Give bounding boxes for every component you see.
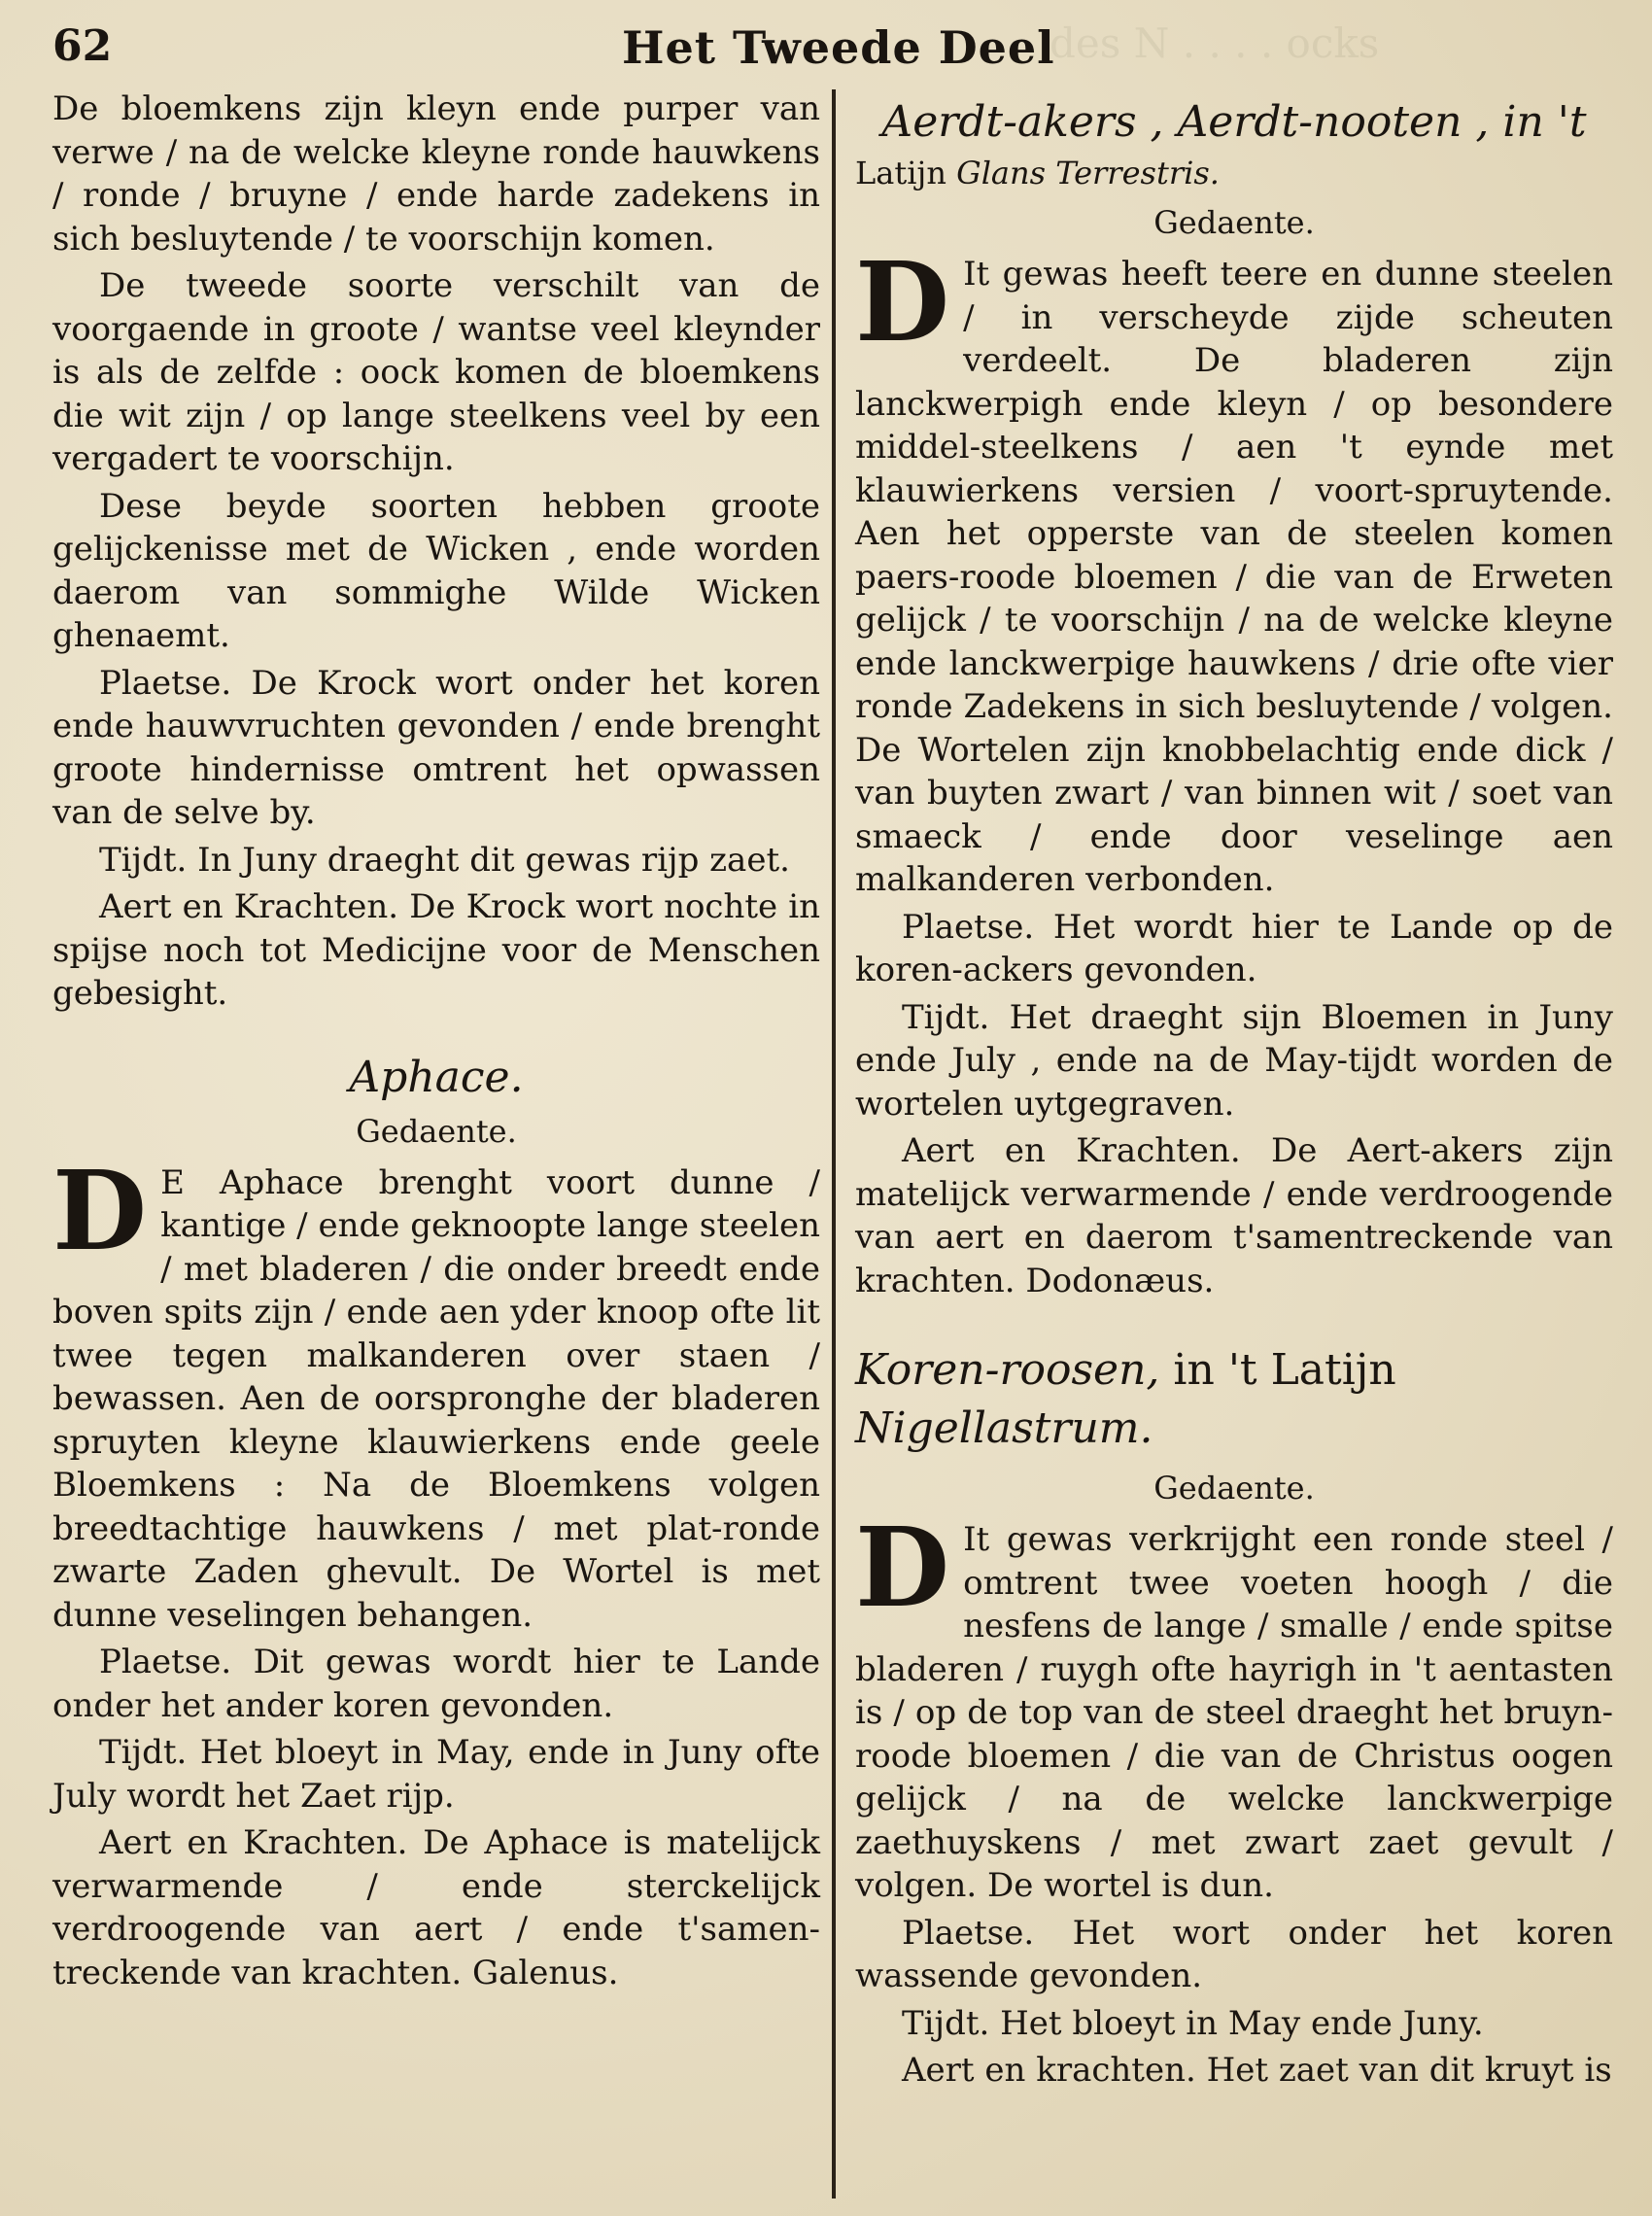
section-heading-aphace: Aphace. (349, 1052, 524, 1102)
subheading-gedaente: Gedaente. (1153, 204, 1315, 241)
paragraph-text: Het wort onder het koren wassende gevonden. (855, 1913, 1614, 1995)
heading-latin-name: Nigellastrum. (855, 1403, 1153, 1453)
subheading-gedaente: Gedaente. (1153, 1470, 1315, 1506)
paragraph (855, 2049, 1613, 2093)
paragraph (855, 906, 1613, 992)
latin-prefix: Latijn (855, 155, 946, 191)
section-label: Tijdt. (99, 840, 188, 880)
paragraph (855, 1129, 1613, 1302)
heading-italic: Koren-roosen, (855, 1345, 1160, 1395)
right-column (855, 87, 1613, 2096)
section-label: Tijdt. (902, 997, 990, 1037)
section-label: Plaetse. (99, 663, 232, 703)
left-column (52, 87, 820, 1998)
paragraph-text: Het bloeyt in May ende Juny. (1000, 2003, 1484, 2043)
section-label: Aert en Krachten. (902, 1131, 1241, 1170)
paragraph-text: E Aphace brenght voort dunne / kantige / ende geknoopte lange steelen / met bladeren / die onder breedt ende boven spits zijn / ende aen yder knoop ofte lit twee tegen malkanderen over staen / bewassen. Aen de oorspronghe der bladeren spruyten kleyne klauwierkens ende geele Bloemkens : Na de Bloemkens volgen breedtachtige hauwkens / met plat-ronde zwarte Zaden ghevult. De Wortel is met dunne veselingen behangen. (52, 1162, 820, 1635)
paragraph: De tweede soorte verschilt van de voorgaende in groote / wantse veel kleynder is als de zelfde : oock komen de bloemkens die wit zijn / op lange steelkens veel by een vergadert te voorschijn. (52, 266, 820, 478)
section-label: Plaetse. (902, 1913, 1035, 1953)
section-label: Aert en Krachten. (99, 1823, 408, 1862)
section-label: Tijdt. (902, 2003, 990, 2043)
paragraph-text: Het bloeyt in May, ende in Juny ofte July wordt het Zaet rijp. (52, 1733, 820, 1816)
page-number: 62 (52, 21, 113, 71)
paragraph-text: Het draeght sijn Bloemen in Juny ende July , ende na de May-tijdt worden de wortelen uytgegraven. (855, 997, 1613, 1124)
show-through-text: des N . . . . ocks (1050, 19, 1380, 67)
drop-cap: D (855, 239, 950, 366)
paragraph (52, 1147, 820, 1638)
paragraph (52, 839, 820, 883)
paragraph (855, 1912, 1613, 1998)
section-heading-aerdt-akers: Aerdt-akers , Aerdt-nooten , in 't (881, 97, 1587, 147)
paragraph-text: Het zaet van dit kruyt is (1206, 2051, 1612, 2090)
section-label: Plaetse. (902, 907, 1035, 947)
running-head: Het Tweede Deel (622, 21, 1055, 74)
paragraph-text: Het wordt hier te Lande op de koren-ackers gevonden. (855, 907, 1613, 989)
drop-cap: D (52, 1147, 148, 1275)
paragraph (52, 1821, 820, 1994)
paragraph-text: It gewas heeft teere en dunne steelen / in verscheyde zijde scheuten verdeelt. De bladeren zijn lanckwerpigh ende kleyn / op besondere middel-steelkens / aen 't eynde met klauwierkens versien / voort-spruytende. Aen het opperste van de steelen komen paers-roode bloemen / die van de Erweten gelijck / te voorschijn / na de welcke kleyne ende lanckwerpige hauwkens / drie ofte vier ronde Zadekens in sich besluytende / volgen. De Wortelen zijn knobbelachtig ende dick / van buyten zwart / van binnen wit / soet van smaeck / ende door veselinge aen malkanderen verbonden. (855, 255, 1613, 899)
paragraph (52, 662, 820, 835)
subheading-gedaente: Gedaente. (356, 1112, 517, 1150)
paragraph (52, 1641, 820, 1727)
paragraph-text: Dit gewas wordt hier te Lande onder het ander koren gevonden. (52, 1643, 820, 1725)
section-label: Aert en Krachten. (99, 887, 399, 926)
heading-latin-intro: in 't Latijn (1173, 1345, 1396, 1395)
section-heading-koren-roosen (855, 1341, 1613, 1458)
paragraph (855, 239, 1613, 902)
paragraph (855, 1505, 1613, 1908)
paragraph (52, 885, 820, 1016)
section-label: Plaetse. (99, 1643, 232, 1681)
paragraph (52, 1731, 820, 1818)
paragraph: Dese beyde soorten hebben groote gelijckenisse met de Wicken , ende worden daerom van sommighe Wilde Wicken ghenaemt. (52, 486, 820, 655)
paragraph-text: In Juny draeght dit gewas rijp zaet. (197, 840, 790, 880)
paragraph-text: De Krock wort onder het koren ende hauwvruchten gevonden / ende brenght groote hindernisse omtrent het opwassen van de selve by. (52, 663, 820, 832)
column-divider (832, 89, 836, 2199)
latin-name: Glans Terrestris. (956, 155, 1220, 191)
paragraph (855, 2002, 1613, 2046)
paragraph-text: De Aphace is matelijck verwarmende / ende sterckelijck verdroogende van aert / ende t'samen-treckende van krachten. Galenus. (52, 1823, 821, 1992)
paragraph-text: De Aert-akers zijn matelijck verwarmende / ende verdroogende van aert en daerom t'samentreckende van krachten. Dodonæus. (855, 1131, 1614, 1300)
section-label: Aert en krachten. (902, 2051, 1196, 2090)
paragraph (855, 996, 1613, 1126)
paragraph: De bloemkens zijn kleyn ende purper van verwe / na de welcke kleyne ronde hauwkens / ronde / bruyne / ende harde zadekens in sich besluytende / te voorschijn komen. (52, 89, 820, 259)
section-label: Tijdt. (99, 1733, 188, 1772)
paragraph-text: De Krock wort nochte in spijse noch tot Medicijne voor de Menschen gebesight. (52, 887, 821, 1013)
drop-cap: D (855, 1505, 950, 1632)
paragraph-text: It gewas verkrijght een ronde steel / omtrent twee voeten hoogh / die nesfens de lange / smalle / ende spitse bladeren / ruygh ofte hayrigh in 't aentasten is / op de top van de steel draeght het bruyn-roode bloemen / die van de Christus oogen gelijck / na de welcke lanckwerpige zaethuyskens / met zwart zaet gevult / volgen. De wortel is dun. (855, 1520, 1613, 1905)
latin-name-line (855, 152, 1613, 194)
